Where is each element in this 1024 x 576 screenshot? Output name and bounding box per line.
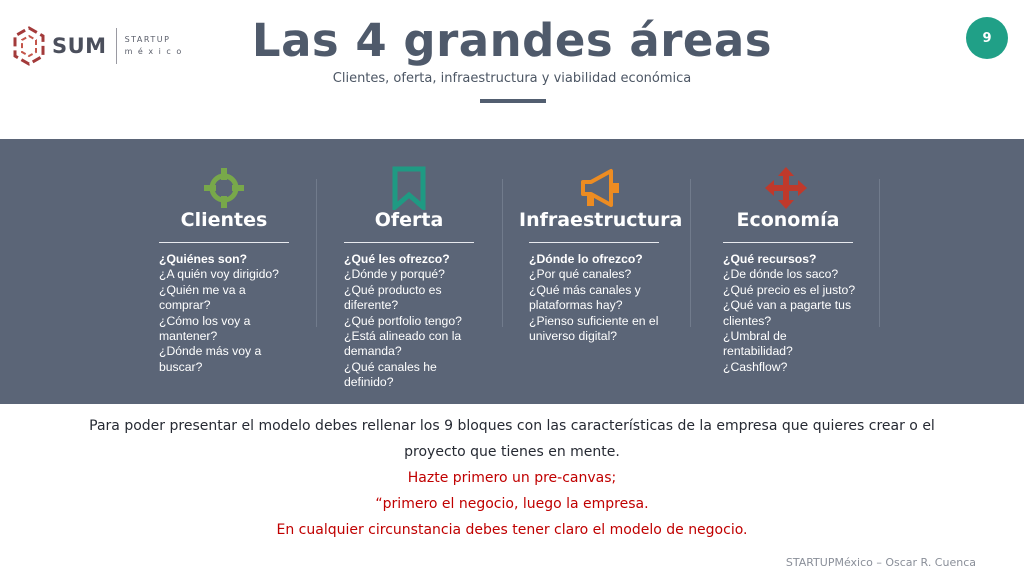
page-title: Las 4 grandes áreas: [251, 14, 773, 67]
question-line: plataformas hay?: [529, 298, 623, 313]
question-line: ¿De dónde los saco?: [723, 267, 839, 282]
question-line: ¿Cashflow?: [723, 359, 788, 374]
question-line: ¿Qué van a pagarte tus: [723, 298, 852, 313]
area-title-rule: [529, 242, 659, 243]
move-arrows-icon: [764, 166, 808, 210]
area-title: Infraestructura: [519, 209, 683, 231]
lead-question: ¿Qué recursos?: [723, 252, 817, 266]
logo-line-2: m é x i c o: [124, 47, 183, 56]
column-divider: [502, 179, 503, 327]
question-line: ¿Umbral de: [723, 329, 787, 344]
area-questions: [723, 252, 873, 375]
column-divider: [316, 179, 317, 327]
question-line: buscar?: [159, 359, 203, 374]
area-questions: [159, 252, 309, 375]
area-questions: [529, 252, 679, 344]
logo-word: SUM: [52, 34, 107, 58]
page-number-badge: 9: [966, 17, 1008, 59]
question-line: universo digital?: [529, 329, 618, 344]
lead-question: ¿Dónde lo ofrezco?: [529, 252, 643, 266]
question-line: clientes?: [723, 313, 772, 328]
question-line: definido?: [344, 375, 394, 390]
page-subtitle: Clientes, oferta, infraestructura y viabilidad económica: [332, 71, 692, 86]
area-title: Clientes: [180, 209, 268, 231]
highlight-line: En cualquier circunstancia debes tener claro el modelo de negocio.: [276, 522, 748, 538]
question-line: ¿A quién voy dirigido?: [159, 267, 279, 282]
area-title-rule: [344, 242, 474, 243]
question-line: ¿Dónde más voy a: [159, 344, 262, 359]
body-line: proyecto que tienes en mente.: [404, 444, 620, 460]
question-line: diferente?: [344, 298, 399, 313]
question-line: ¿Qué canales he: [344, 359, 437, 374]
question-line: ¿Está alineado con la: [344, 329, 462, 344]
footer-credit: STARTUPMéxico – Oscar R. Cuenca: [785, 556, 976, 569]
area-questions: [344, 252, 494, 391]
areas-band: [0, 139, 1024, 404]
question-line: ¿Por qué canales?: [529, 267, 632, 282]
question-line: ¿Qué precio es el justo?: [723, 282, 856, 297]
megaphone-icon: [579, 166, 623, 210]
question-line: demanda?: [344, 344, 402, 359]
question-line: ¿Qué más canales y: [529, 282, 641, 297]
crosshair-icon: [202, 166, 246, 210]
title-underline: [480, 99, 546, 103]
question-line: ¿Quién me va a: [159, 282, 246, 297]
question-line: rentabilidad?: [723, 344, 793, 359]
area-title: Oferta: [374, 209, 444, 231]
area-title-rule: [159, 242, 289, 243]
lead-question: ¿Qué les ofrezco?: [344, 252, 450, 266]
highlight-line: “primero el negocio, luego la empresa.: [375, 496, 649, 512]
bookmark-icon: [387, 166, 431, 210]
column-divider: [879, 179, 880, 327]
question-line: ¿Cómo los voy a: [159, 313, 251, 328]
highlight-line: Hazte primero un pre-canvas;: [407, 470, 617, 486]
question-line: ¿Qué portfolio tengo?: [344, 313, 462, 328]
body-paragraph: [60, 413, 964, 543]
question-line: comprar?: [159, 298, 211, 313]
question-line: ¿Pienso suficiente en el: [529, 313, 659, 328]
area-title-rule: [723, 242, 853, 243]
question-line: ¿Dónde y porqué?: [344, 267, 445, 282]
question-line: mantener?: [159, 329, 218, 344]
area-title: Economía: [736, 209, 840, 231]
column-divider: [690, 179, 691, 327]
body-line: Para poder presentar el modelo debes rellenar los 9 bloques con las características de la empresa que quieres crear o el: [89, 418, 935, 434]
logo-line-1: STARTUP: [124, 35, 171, 44]
lead-question: ¿Quiénes son?: [159, 252, 248, 266]
question-line: ¿Qué producto es: [344, 282, 442, 297]
